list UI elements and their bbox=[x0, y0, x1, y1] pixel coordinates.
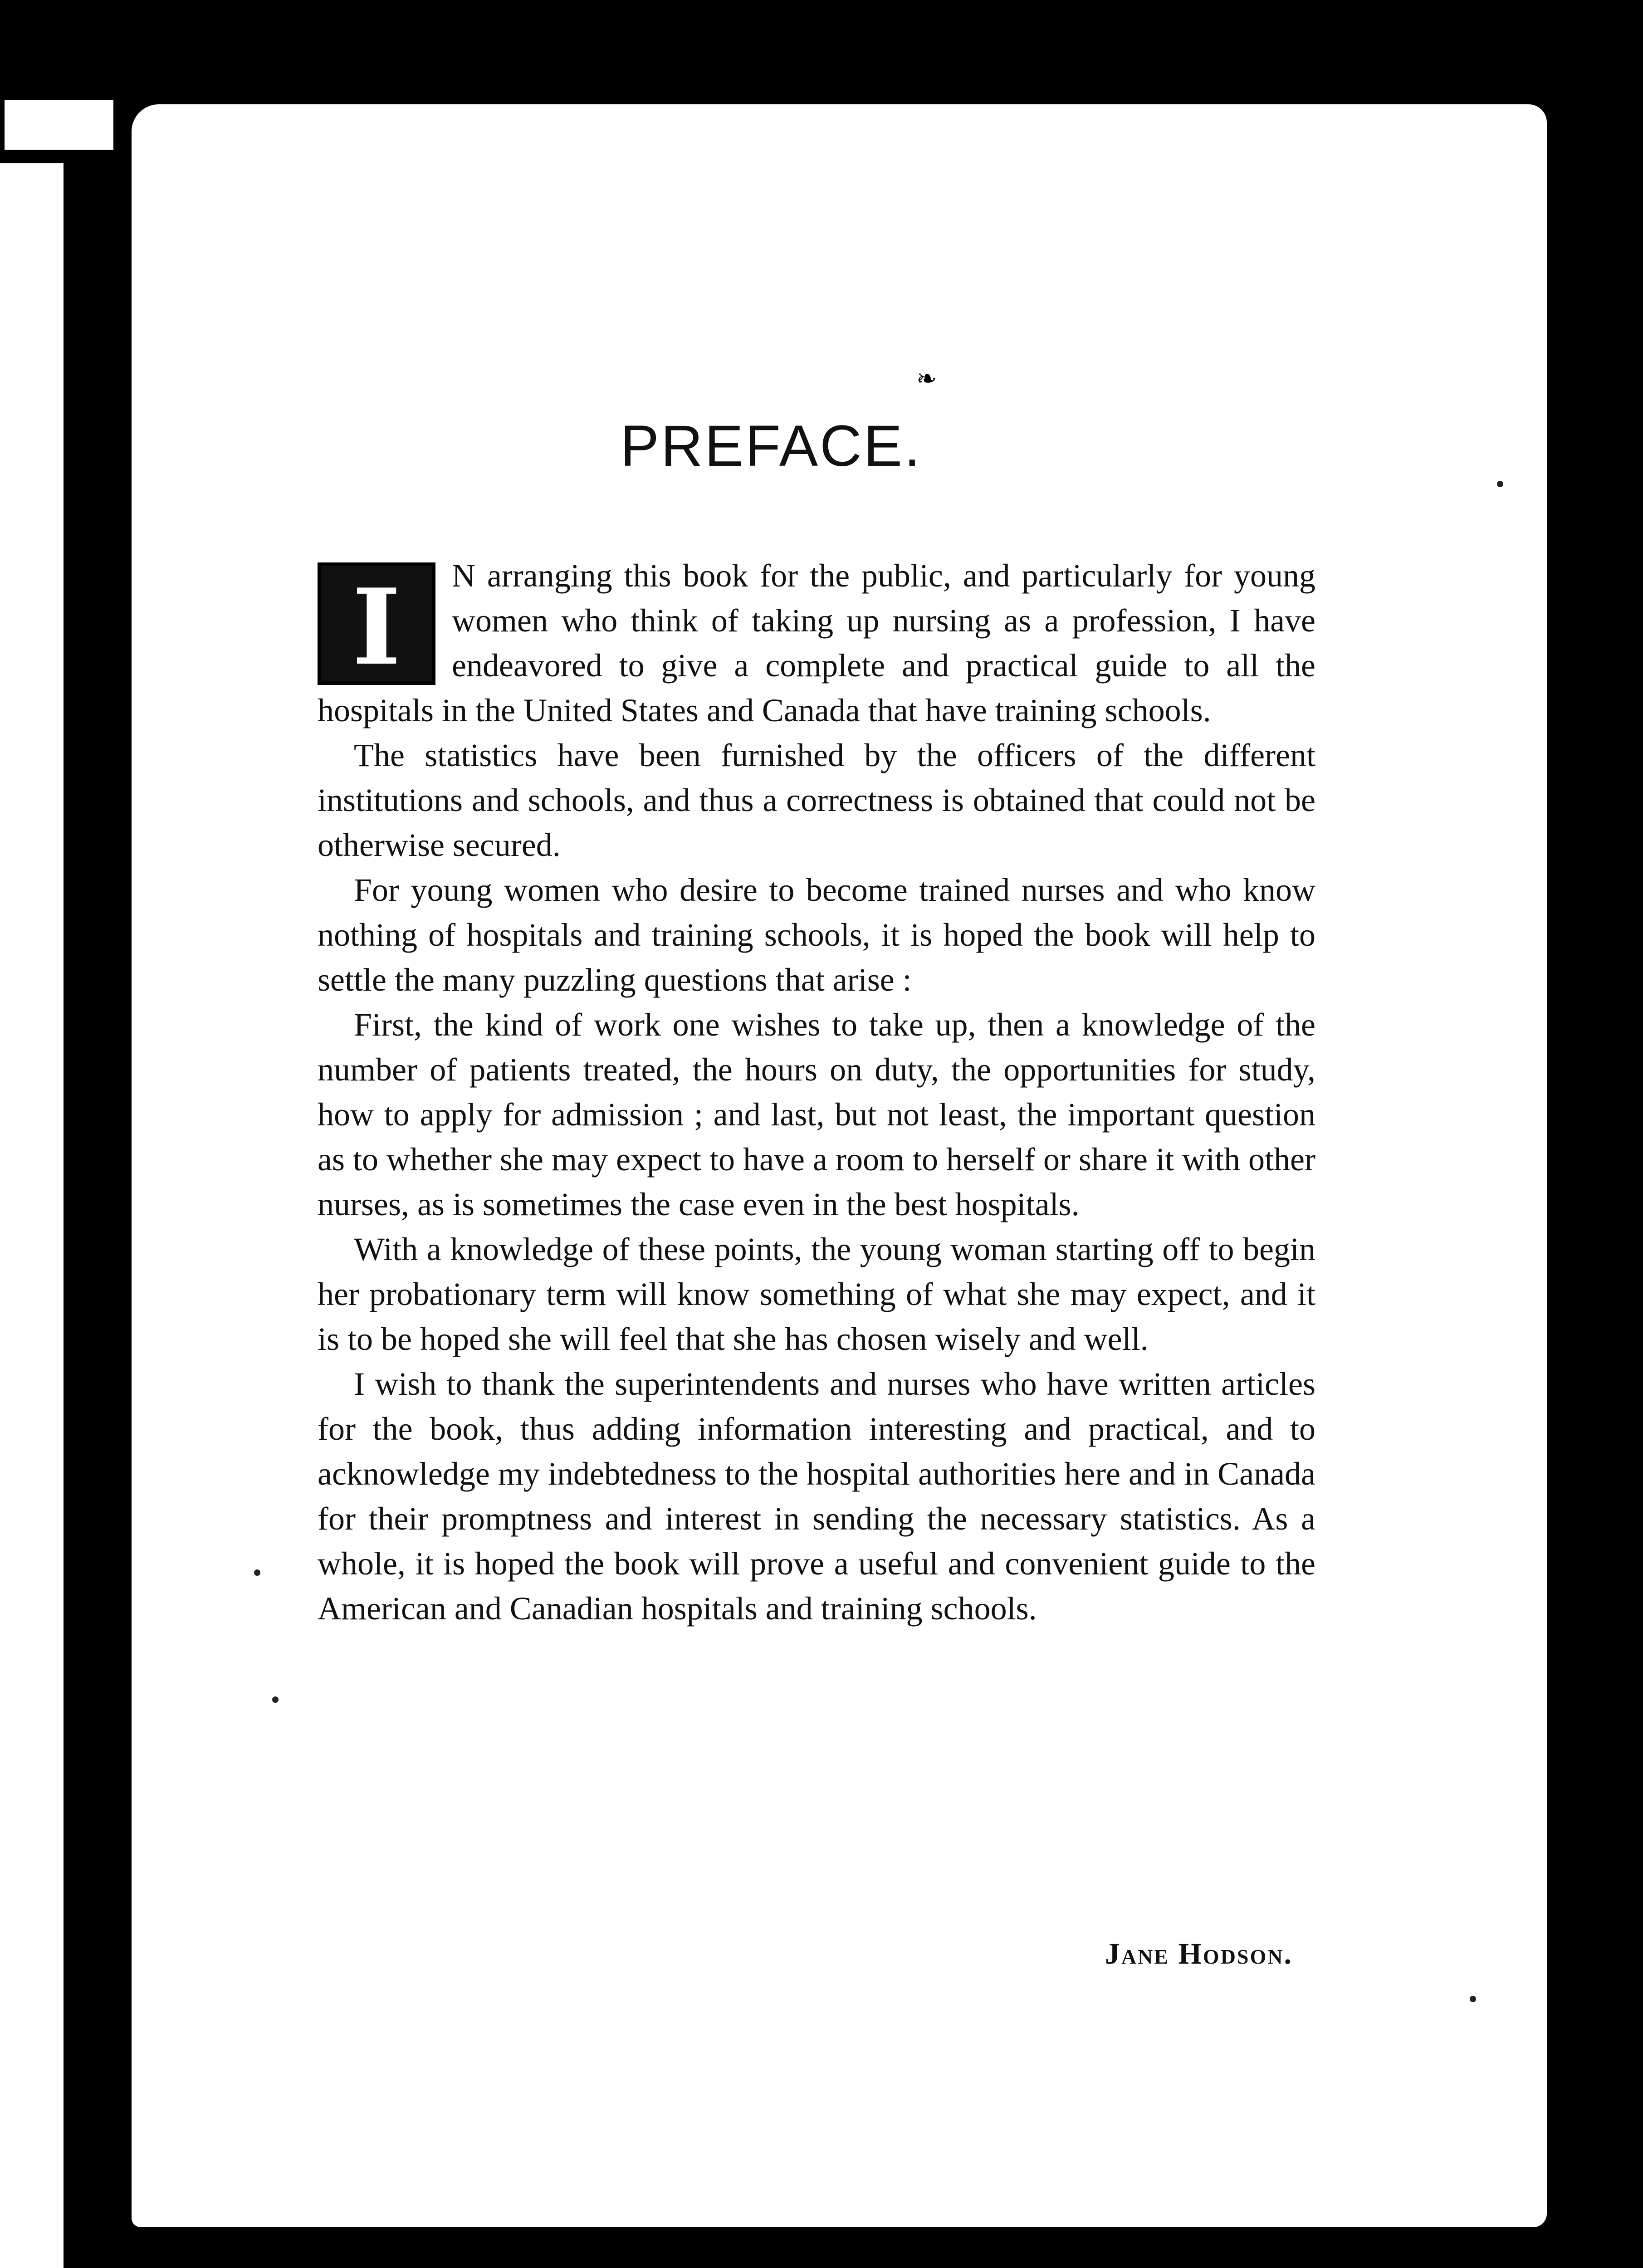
drop-cap: I bbox=[318, 562, 435, 685]
ink-speck bbox=[1470, 1996, 1476, 2002]
paragraph-2: The statistics have been furnished by the officers of the different institutions and schools, and thus a correctness is obtained that could not be otherwise secured. bbox=[318, 737, 1315, 863]
paragraph-1-text: N arranging this book for the public, and particularly for young women who think of taking up nursing as a profession, I have endeavored to give a complete and practical guide to all the hospitals in the United States and Canada that have training schools. bbox=[318, 557, 1315, 728]
paragraph-5: With a knowledge of these points, the young woman starting off to begin her probationary term will know something of what she may expect, and it is to be hoped she will feel that she has chosen wisely and well. bbox=[318, 1231, 1315, 1357]
ink-speck bbox=[272, 1696, 279, 1703]
binding-gutter bbox=[64, 163, 95, 2268]
preface-body bbox=[318, 553, 1315, 1631]
ink-speck bbox=[254, 1569, 260, 1576]
ornament-icon: ❧ bbox=[916, 365, 937, 392]
paragraph-3: For young women who desire to become trained nurses and who know nothing of hospitals and training schools, it is hoped the book will help to settle the many puzzling questions that arise : bbox=[318, 872, 1315, 998]
signature: Jane Hodson. bbox=[1105, 1937, 1293, 1970]
paragraph-4: First, the kind of work one wishes to take up, then a knowledge of the number of patients treated, the hours on duty, the opportunities for study, how to apply for admission ; and last, but not least, the important question as to whether she may expect to have a room to herself or share it with other nurses, as is sometimes the case even in the best hospitals. bbox=[318, 1007, 1315, 1222]
paragraph-1 bbox=[318, 553, 1315, 733]
ink-speck bbox=[1497, 481, 1503, 487]
paragraph-6: I wish to thank the superintendents and nurses who have written articles for the book, thus adding information interesting and practical, and to acknowledge my indebtedness to the hospital authorities here and in Canada for their promptness and interest in sending the necessary statistics. As a whole, it is hoped the book will prove a useful and convenient guide to the American and Canadian hospitals and training schools. bbox=[318, 1366, 1315, 1627]
binding-strip bbox=[0, 163, 91, 2268]
binding-notch bbox=[5, 100, 113, 150]
page-title: PREFACE. bbox=[620, 414, 922, 479]
